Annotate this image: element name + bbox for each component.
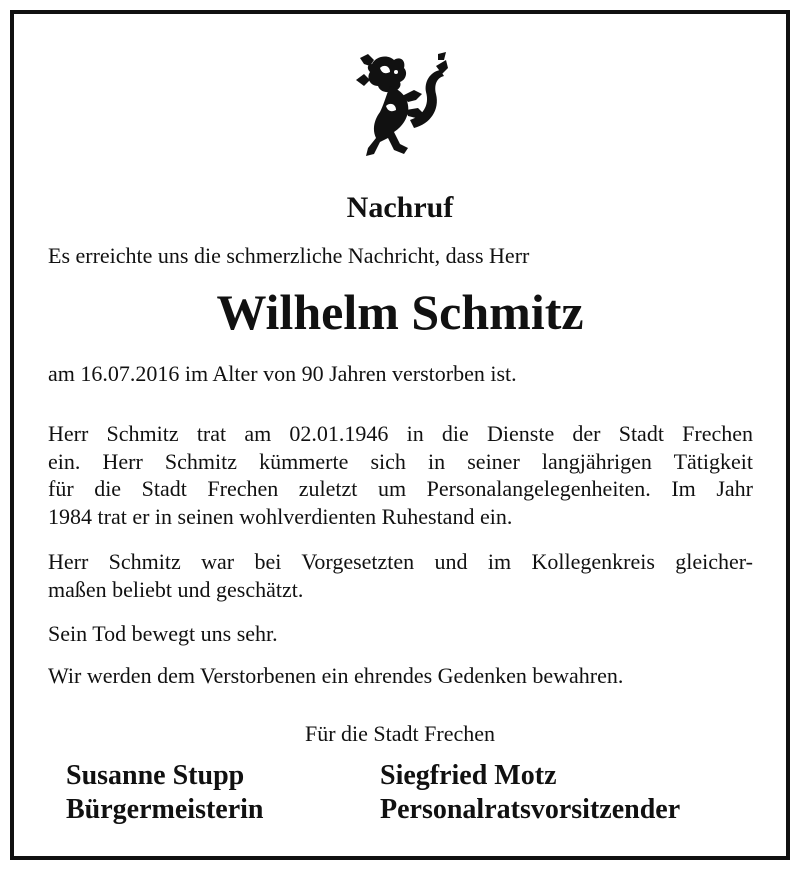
paragraph-career (48, 420, 753, 530)
notice-heading: Nachruf (346, 191, 454, 224)
deceased-name: Wilhelm Schmitz (216, 284, 584, 340)
death-line: am 16.07.2016 im Alter von 90 Jahren verstorben ist. (48, 361, 517, 386)
paragraph-line: Herr Schmitz war bei Vorgesetzten und im Kollegenkreis gleicher- (48, 549, 753, 574)
signatory-role: Personalratsvorsitzender (380, 794, 681, 825)
signatory-name: Siegfried Motz (380, 760, 557, 791)
paragraph-line: maßen beliebt und geschätzt. (48, 576, 304, 602)
signatory-role: Bürgermeisterin (66, 794, 264, 825)
on-behalf-line: Für die Stadt Frechen (304, 721, 496, 746)
paragraph-line: Herr Schmitz trat am 02.01.1946 in die Dienste der Stadt Frechen (48, 421, 753, 446)
intro-line: Es erreichte uns die schmerzliche Nachricht, dass Herr (48, 243, 530, 268)
paragraph-line: 1984 trat er in seinen wohlverdienten Ruhestand ein. (48, 503, 513, 529)
paragraph-appreciation (48, 548, 753, 603)
paragraph-grief: Sein Tod bewegt uns sehr. (48, 621, 278, 646)
paragraph-line: für die Stadt Frechen zuletzt um Personalangelegenheiten. Im Jahr (48, 476, 753, 501)
paragraph-line: ein. Herr Schmitz kümmerte sich in seiner langjährigen Tätigkeit (48, 448, 753, 474)
heraldic-lion-icon (350, 50, 450, 160)
signatory-name: Susanne Stupp (66, 760, 245, 791)
paragraph-remembrance: Wir werden dem Verstorbenen ein ehrendes Gedenken bewahren. (48, 663, 624, 688)
